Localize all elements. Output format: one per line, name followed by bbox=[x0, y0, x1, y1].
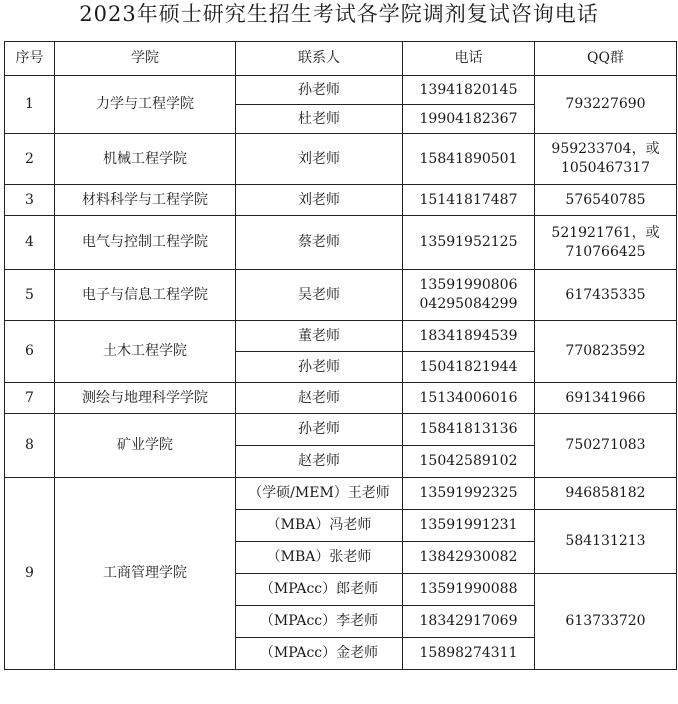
qq-group: 576540785 bbox=[535, 185, 677, 216]
phone-number: 19904182367 bbox=[403, 105, 535, 134]
phone-number: 13591990088 bbox=[403, 574, 535, 606]
header-phone: 电话 bbox=[403, 42, 535, 76]
table-row bbox=[5, 478, 677, 510]
phone-number: 15041821944 bbox=[403, 352, 535, 383]
contact-name: 吴老师 bbox=[236, 270, 403, 321]
row-number: 1 bbox=[5, 76, 55, 134]
qq-group: 584131213 bbox=[535, 510, 677, 574]
row-number: 7 bbox=[5, 383, 55, 414]
college-name: 机械工程学院 bbox=[55, 134, 236, 185]
contact-name: 孙老师 bbox=[236, 414, 403, 446]
phone-number: 13591991231 bbox=[403, 510, 535, 542]
phone-number: 13591990806 04295084299 bbox=[403, 270, 535, 321]
contact-name: （MBA）冯老师 bbox=[236, 510, 403, 542]
phone-number: 13941820145 bbox=[403, 76, 535, 105]
qq-group: 613733720 bbox=[535, 574, 677, 670]
phone-number: 15134006016 bbox=[403, 383, 535, 414]
contact-name: （学硕/MEM）王老师 bbox=[236, 478, 403, 510]
contact-name: 董老师 bbox=[236, 321, 403, 352]
phone-number: 13591952125 bbox=[403, 216, 535, 270]
page-title: 2023年硕士研究生招生考试各学院调剂复试咨询电话 bbox=[79, 2, 599, 26]
row-number: 4 bbox=[5, 216, 55, 270]
college-name: 工商管理学院 bbox=[55, 478, 236, 670]
table-row bbox=[5, 76, 677, 105]
contact-name: 赵老师 bbox=[236, 383, 403, 414]
header-qq: QQ群 bbox=[535, 42, 677, 76]
contact-name: 刘老师 bbox=[236, 134, 403, 185]
contact-name: （MPAcc）郎老师 bbox=[236, 574, 403, 606]
phone-number: 15141817487 bbox=[403, 185, 535, 216]
row-number: 8 bbox=[5, 414, 55, 478]
phone-number: 13842930082 bbox=[403, 542, 535, 574]
phone-number: 15898274311 bbox=[403, 638, 535, 670]
phone-number: 13591992325 bbox=[403, 478, 535, 510]
contact-table bbox=[4, 41, 677, 670]
contact-name: 赵老师 bbox=[236, 446, 403, 478]
table-header-row bbox=[5, 42, 677, 76]
college-name: 测绘与地理科学学院 bbox=[55, 383, 236, 414]
header-college: 学院 bbox=[55, 42, 236, 76]
college-name: 力学与工程学院 bbox=[55, 76, 236, 134]
header-contact: 联系人 bbox=[236, 42, 403, 76]
contact-name: （MPAcc）金老师 bbox=[236, 638, 403, 670]
qq-group: 691341966 bbox=[535, 383, 677, 414]
college-name: 材料科学与工程学院 bbox=[55, 185, 236, 216]
contact-name: （MPAcc）李老师 bbox=[236, 606, 403, 638]
qq-group: 946858182 bbox=[535, 478, 677, 510]
qq-group: 750271083 bbox=[535, 414, 677, 478]
header-no: 序号 bbox=[5, 42, 55, 76]
contact-name: （MBA）张老师 bbox=[236, 542, 403, 574]
college-name: 矿业学院 bbox=[55, 414, 236, 478]
qq-group: 770823592 bbox=[535, 321, 677, 383]
row-number: 3 bbox=[5, 185, 55, 216]
contact-name: 杜老师 bbox=[236, 105, 403, 134]
table-row bbox=[5, 270, 677, 321]
table-row bbox=[5, 321, 677, 352]
table-row bbox=[5, 383, 677, 414]
qq-group: 793227690 bbox=[535, 76, 677, 134]
qq-group: 521921761，或 710766425 bbox=[535, 216, 677, 270]
phone-number: 15841890501 bbox=[403, 134, 535, 185]
table-row bbox=[5, 414, 677, 446]
contact-name: 蔡老师 bbox=[236, 216, 403, 270]
phone-number: 18342917069 bbox=[403, 606, 535, 638]
qq-group: 617435335 bbox=[535, 270, 677, 321]
contact-name: 孙老师 bbox=[236, 352, 403, 383]
row-number: 6 bbox=[5, 321, 55, 383]
table-row bbox=[5, 134, 677, 185]
qq-group: 959233704，或 1050467317 bbox=[535, 134, 677, 185]
table-row bbox=[5, 185, 677, 216]
phone-number: 15042589102 bbox=[403, 446, 535, 478]
college-name: 土木工程学院 bbox=[55, 321, 236, 383]
table-row bbox=[5, 216, 677, 270]
row-number: 9 bbox=[5, 478, 55, 670]
college-name: 电子与信息工程学院 bbox=[55, 270, 236, 321]
phone-number: 15841813136 bbox=[403, 414, 535, 446]
row-number: 2 bbox=[5, 134, 55, 185]
contact-name: 孙老师 bbox=[236, 76, 403, 105]
college-name: 电气与控制工程学院 bbox=[55, 216, 236, 270]
row-number: 5 bbox=[5, 270, 55, 321]
contact-name: 刘老师 bbox=[236, 185, 403, 216]
phone-number: 18341894539 bbox=[403, 321, 535, 352]
